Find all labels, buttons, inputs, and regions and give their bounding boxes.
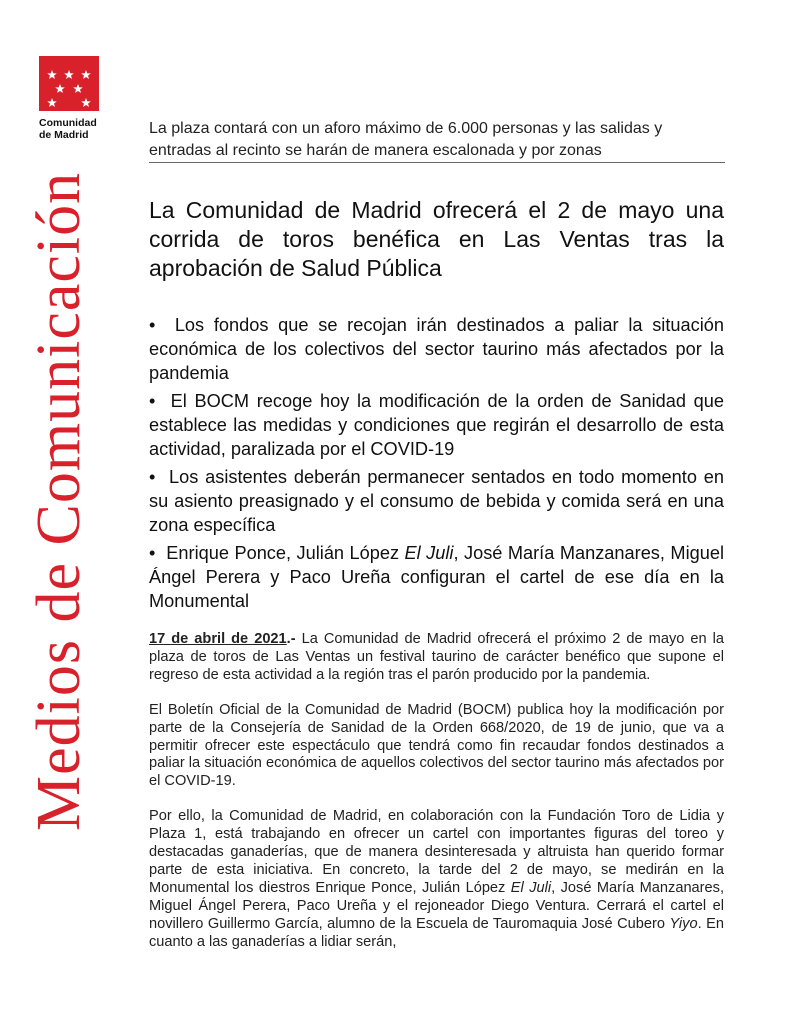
side-title: Medios de Comunicación [25,172,93,832]
headline: La Comunidad de Madrid ofrecerá el 2 de mayo una corrida de toros benéfica en Las Ventas tras la aprobación de Salud Pública [149,197,724,281]
bullet-item: • El BOCM recoge hoy la modificación de la orden de Sanidad que establece las medidas y condiciones que regirán el desarrollo de esta actividad, paralizada por el COVID-19 [149,391,724,459]
logo-line-1: Comunidad [39,117,97,129]
bullet-item: • Los asistentes deberán permanecer sentados en todo momento en su asiento preasignado y el consumo de bebida y comida será en una zona específica [149,467,724,535]
divider [149,162,725,163]
dateline: 17 de abril de 2021 [149,631,287,647]
bullet-list [149,313,724,617]
bullet-item: • Los fondos que se recojan irán destinados a paliar la situación económica de los colectivos del sector taurino más afectados por la pandemia [149,315,724,383]
paragraph: El Boletín Oficial de la Comunidad de Madrid (BOCM) publica hoy la modificación por parte de la Consejería de Sanidad de la Orden 668/2020, de 19 de junio, que va a permitir ofrecer este espectáculo que tendrá como fin recaudar fondos destinados a paliar la situación económica de aquellos colectivos del sector taurino más afectados por el COVID-19. [149,701,724,790]
paragraph: 17 de abril de 2021.- La Comunidad de Madrid ofrecerá el próximo 2 de mayo en la plaza de toros de Las Ventas un festival taurino de carácter benéfico que supone el regreso de esta actividad a la región tras el parón producido por la pandemia. [149,631,724,683]
bullet-item: • Enrique Ponce, Julián López El Juli, José María Manzanares, Miguel Ángel Perera y Paco Ureña configuran el cartel de ese día en la Monumental [149,543,724,611]
logo-line-2: de Madrid [39,129,89,141]
comunidad-madrid-logo [39,56,101,141]
subtitle: La plaza contará con un aforo máximo de 6.000 personas y las salidas y entradas al recinto se harán de manera escalonada y por zonas [149,120,663,159]
paragraph: Por ello, la Comunidad de Madrid, en colaboración con la Fundación Toro de Lidia y Plaza 1, está trabajando en ofrecer un cartel con importantes figuras del toreo y destacadas ganaderías, que de manera desinteresada y altruista han querido formar parte de esta iniciativa. En concreto, la tarde del 2 de mayo, se medirán en la Monumental los diestros Enrique Ponce, Julián López El Juli, José María Manzanares, Miguel Ángel Perera, Paco Ureña y el rejoneador Diego Ventura. Cerrará el cartel el novillero Guillermo García, alumno de la Escuela de Tauromaquia José Cubero Yiyo. En cuanto a las ganaderías a lidiar serán, [149,808,725,950]
seven-stars-icon [39,56,99,111]
article-body [149,631,724,969]
